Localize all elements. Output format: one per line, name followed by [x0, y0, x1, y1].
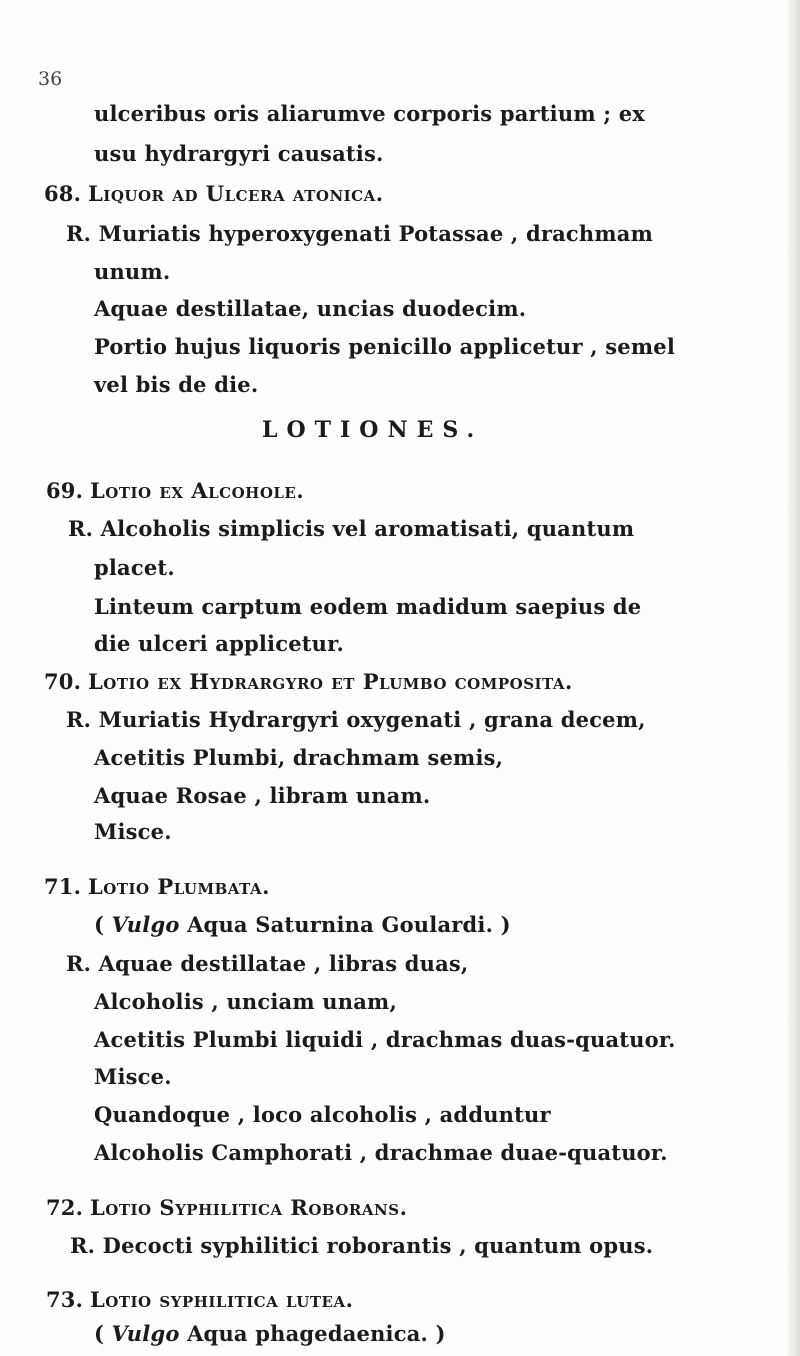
- section-title: Lotio Syphilitica Roborans.: [90, 1195, 408, 1220]
- text-line: Misce.: [94, 1064, 172, 1089]
- text-line: Portio hujus liquoris penicillo applicetur , semel: [94, 334, 676, 359]
- text-line: Aquae destillatae, uncias duodecim.: [94, 296, 527, 321]
- text-line: Linteum carptum eodem madidum saepius de: [94, 594, 642, 619]
- text-line: vel bis de die.: [94, 372, 259, 397]
- text-line: unum.: [94, 259, 171, 284]
- text-line: R. Decocti syphilitici roborantis , quantum opus.: [70, 1233, 654, 1258]
- text-line: Alcoholis Camphorati , drachmae duae-quatuor.: [94, 1140, 668, 1165]
- text-line: die ulceri applicetur.: [94, 631, 344, 656]
- page-number: 36: [38, 68, 63, 90]
- section-heading-lotiones: LOTIONES.: [262, 417, 484, 443]
- paren: (: [94, 1321, 105, 1346]
- vulgo-line: [94, 1320, 446, 1348]
- vulgo-word: Vulgo: [111, 1321, 180, 1346]
- section-title: Lotio syphilitica lutea.: [90, 1287, 354, 1312]
- text-line: Alcoholis , unciam unam,: [94, 989, 397, 1014]
- vulgo-word: Vulgo: [111, 912, 180, 937]
- text-line: R. Alcoholis simplicis vel aromatisati, quantum: [68, 516, 635, 541]
- page-edge-shadow: [786, 0, 800, 1356]
- section-number: 69.: [46, 478, 84, 503]
- section-number: 72.: [46, 1195, 84, 1220]
- section-number: 70.: [44, 669, 82, 694]
- section-number: 68.: [44, 181, 82, 206]
- section-69-heading: [46, 477, 304, 505]
- text-line: R. Muriatis hyperoxygenati Potassae , drachmam: [66, 221, 654, 246]
- text-line: Quandoque , loco alcoholis , adduntur: [94, 1102, 551, 1127]
- text-line: Acetitis Plumbi liquidi , drachmas duas-quatuor.: [94, 1027, 676, 1052]
- section-title: Lotio ex Hydrargyro et Plumbo composita.: [88, 669, 573, 694]
- vulgo-line: [94, 911, 511, 939]
- section-73-heading: [46, 1286, 353, 1314]
- text-line: R. Aquae destillatae , libras duas,: [66, 951, 469, 976]
- section-title: Liquor ad Ulcera atonica.: [88, 181, 384, 206]
- text-line: Aquae Rosae , libram unam.: [94, 783, 431, 808]
- section-72-heading: [46, 1194, 407, 1222]
- text-line: usu hydrargyri causatis.: [94, 141, 384, 166]
- text-line: Acetitis Plumbi, drachmam semis,: [94, 745, 504, 770]
- section-title: Lotio Plumbata.: [88, 874, 270, 899]
- section-68-heading: [44, 180, 384, 208]
- paren: (: [94, 912, 105, 937]
- text-line: R. Muriatis Hydrargyri oxygenati , grana decem,: [66, 707, 646, 732]
- text-line: placet.: [94, 555, 175, 580]
- text-line: Misce.: [94, 819, 172, 844]
- section-number: 73.: [46, 1287, 84, 1312]
- vulgo-text: Aqua phagedaenica. ): [187, 1321, 446, 1346]
- text-line: ulceribus oris aliarumve corporis partium ; ex: [94, 101, 645, 126]
- section-title: Lotio ex Alcohole.: [90, 478, 305, 503]
- section-70-heading: [44, 668, 573, 696]
- vulgo-text: Aqua Saturnina Goulardi. ): [187, 912, 511, 937]
- section-number: 71.: [44, 874, 82, 899]
- section-71-heading: [44, 873, 270, 901]
